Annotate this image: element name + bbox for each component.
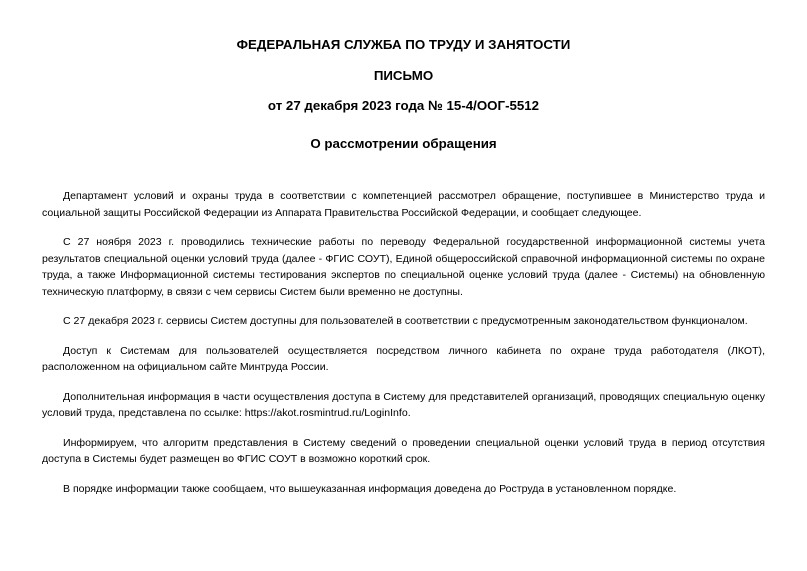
issuing-organization: ФЕДЕРАЛЬНАЯ СЛУЖБА ПО ТРУДУ И ЗАНЯТОСТИ <box>236 37 571 52</box>
document-type: ПИСЬМО <box>373 68 434 83</box>
body-paragraph: Доступ к Системам для пользователей осуществляется посредством личного кабинета по охране труда работодателя (ЛКОТ), расположенном на официальном сайте Минтруда России. <box>42 344 765 373</box>
document-body <box>42 188 765 497</box>
document-subject: О рассмотрении обращения <box>310 136 497 151</box>
body-paragraph: Информируем, что алгоритм представления в Систему сведений о проведении специальной оценки условий труда в период отсутствия доступа в Системы будет размещен во ФГИС СОУТ в возможно короткий срок. <box>42 436 765 465</box>
body-paragraph: Дополнительная информация в части осуществления доступа в Систему для представителей организаций, проводящих специальную оценку условий труда, представлена по ссылке: https://akot.rosmintrud.ru/LoginInfo. <box>42 390 765 419</box>
body-paragraph: Департамент условий и охраны труда в соответствии с компетенцией рассмотрел обращение, поступившее в Министерство труда и социальной защиты Российской Федерации из Аппарата Правительства Российской Федерации, и сообщает следующее. <box>42 190 765 219</box>
document-date-number: от 27 декабря 2023 года № 15-4/ООГ-5512 <box>267 98 540 113</box>
body-paragraph: С 27 ноября 2023 г. проводились технические работы по переводу Федеральной государственной информационной системы учета результатов специальной оценки условий труда (далее - ФГИС СОУТ), Единой общероссийской справочной информационной системы по охране труда, а также Информационной системы тестирования экспертов по специальной оценке условий труда (далее - Системы) на обновленную техническую платформу, в связи с чем сервисы Систем были временно не доступны. <box>42 236 765 298</box>
body-paragraph: С 27 декабря 2023 г. сервисы Систем доступны для пользователей в соответствии с предусмотренным законодательством функционалом. <box>63 315 748 327</box>
body-paragraph: В порядке информации также сообщаем, что вышеуказанная информация доведена до Роструда в установленном порядке. <box>63 482 677 495</box>
